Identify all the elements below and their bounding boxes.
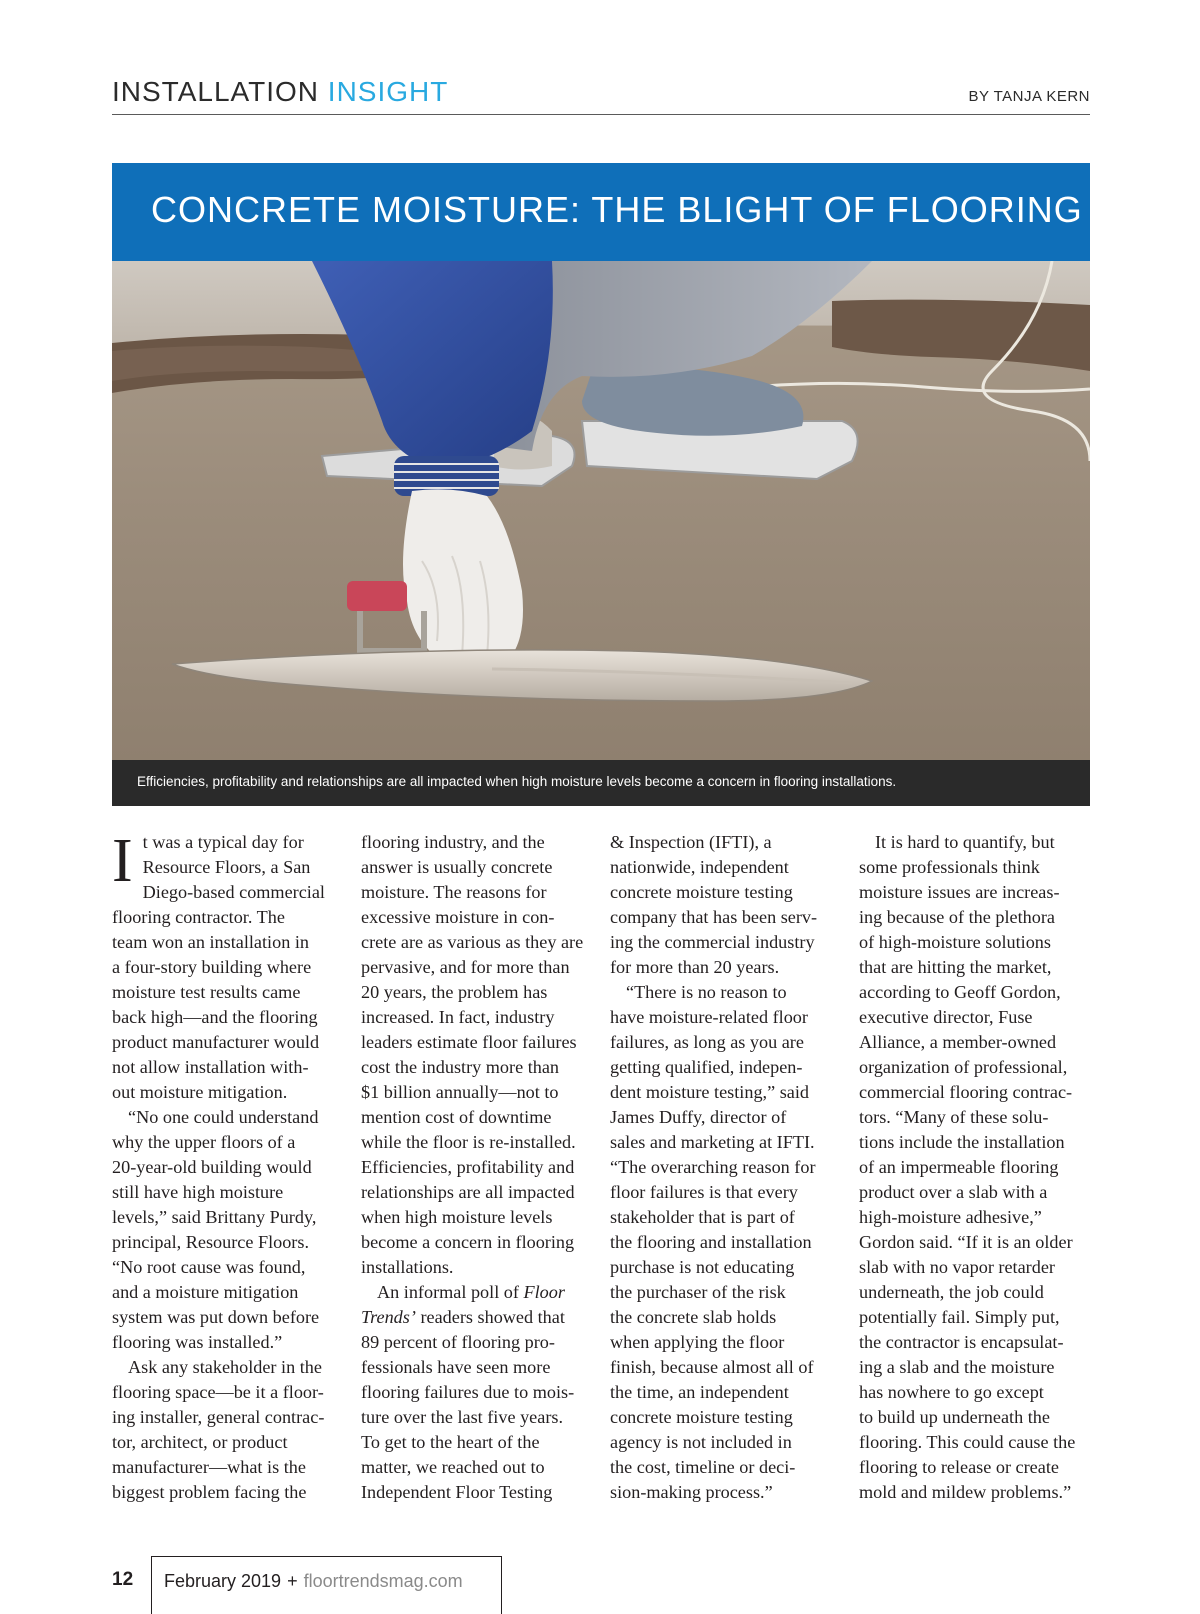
text-run: An informal poll of bbox=[377, 1282, 524, 1302]
text-line: flooring industry, and the bbox=[361, 832, 545, 852]
hero-photo bbox=[112, 261, 1090, 760]
text-line: and a moisture mitigation bbox=[112, 1282, 299, 1302]
text-line: relationships are all impacted bbox=[361, 1182, 575, 1202]
text-line: moisture test results came bbox=[112, 982, 301, 1002]
text-line: leaders estimate floor failures bbox=[361, 1032, 577, 1052]
text-line: to build up underneath the bbox=[859, 1407, 1050, 1427]
column-4 bbox=[859, 830, 1084, 1505]
text-line: pervasive, and for more than bbox=[361, 957, 570, 977]
text-line: the time, an independent bbox=[610, 1382, 789, 1402]
folio-separator: + bbox=[287, 1571, 298, 1591]
text-line: Resource Floors, a San bbox=[142, 857, 311, 877]
text-line: ing installer, general contrac- bbox=[112, 1407, 325, 1427]
text-line: “The overarching reason for bbox=[610, 1157, 816, 1177]
text-line: some professionals think bbox=[859, 857, 1040, 877]
text-line: the purchaser of the risk bbox=[610, 1282, 786, 1302]
text-line: Alliance, a member-owned bbox=[859, 1032, 1057, 1052]
text-line: nationwide, independent bbox=[610, 857, 789, 877]
text-line: matter, we reached out to bbox=[361, 1457, 545, 1477]
text-line: organization of professional, bbox=[859, 1057, 1068, 1077]
text-line: Efficiencies, profitability and bbox=[361, 1157, 575, 1177]
text-line: Diego-based commercial bbox=[142, 882, 325, 902]
section-label bbox=[112, 76, 448, 108]
text-line: product over a slab with a bbox=[859, 1182, 1048, 1202]
text-line: agency is not included in bbox=[610, 1432, 792, 1452]
text-line: 89 percent of flooring pro- bbox=[361, 1332, 555, 1352]
text-line: t was a typical day for bbox=[142, 832, 304, 852]
publication-name: Floor bbox=[523, 1282, 565, 1302]
title-banner bbox=[112, 163, 1090, 261]
text-line: for more than 20 years. bbox=[610, 957, 780, 977]
text-line: of high-moisture solutions bbox=[859, 932, 1051, 952]
text-line: increased. In fact, industry bbox=[361, 1007, 555, 1027]
text-line: potentially fail. Simply put, bbox=[859, 1307, 1060, 1327]
paragraph bbox=[112, 1105, 337, 1355]
text-line: Ask any stakeholder in the bbox=[128, 1357, 322, 1377]
text-line: biggest problem facing the bbox=[112, 1482, 307, 1502]
text-line: purchase is not educating bbox=[610, 1257, 795, 1277]
text-line: moisture issues are increas- bbox=[859, 882, 1060, 902]
text-line: failures, as long as you are bbox=[610, 1032, 804, 1052]
text-line: Gordon said. “If it is an older bbox=[859, 1232, 1073, 1252]
text-line: mold and mildew problems.” bbox=[859, 1482, 1072, 1502]
text-line: back high—and the flooring bbox=[112, 1007, 318, 1027]
text-line: principal, Resource Floors. bbox=[112, 1232, 309, 1252]
text-line: “There is no reason to bbox=[626, 982, 787, 1002]
text-line: cost the industry more than bbox=[361, 1057, 560, 1077]
text-line: tor, architect, or product bbox=[112, 1432, 288, 1452]
text-line: while the floor is re-installed. bbox=[361, 1132, 576, 1152]
text-line: floor failures is that every bbox=[610, 1182, 798, 1202]
text-line bbox=[361, 1280, 586, 1305]
text-line: underneath, the job could bbox=[859, 1282, 1044, 1302]
text-line: ing because of the plethora bbox=[859, 907, 1055, 927]
text-run: readers showed that bbox=[415, 1307, 565, 1327]
text-line: It is hard to quantify, but bbox=[875, 832, 1055, 852]
text-line: have moisture-related floor bbox=[610, 1007, 808, 1027]
text-line: finish, because almost all of bbox=[610, 1357, 814, 1377]
text-line: manufacturer—what is the bbox=[112, 1457, 306, 1477]
text-line: concrete moisture testing bbox=[610, 1407, 793, 1427]
footer-folio-box bbox=[151, 1556, 502, 1614]
text-line: James Duffy, director of bbox=[610, 1107, 787, 1127]
text-line: installations. bbox=[361, 1257, 454, 1277]
text-line: a four-story building where bbox=[112, 957, 312, 977]
text-line: when high moisture levels bbox=[361, 1207, 553, 1227]
text-line: ing the commercial industry bbox=[610, 932, 815, 952]
text-line: commercial flooring contrac- bbox=[859, 1082, 1073, 1102]
drop-cap: I bbox=[112, 827, 133, 895]
website-link[interactable]: floortrendsmag.com bbox=[303, 1571, 463, 1591]
page-header bbox=[112, 76, 1090, 115]
text-line: concrete moisture testing bbox=[610, 882, 793, 902]
paragraph bbox=[610, 980, 835, 1505]
paragraph bbox=[361, 830, 586, 1280]
text-line: team won an installation in bbox=[112, 932, 309, 952]
text-line: the contractor is encapsulat- bbox=[859, 1332, 1064, 1352]
paragraph bbox=[361, 1280, 586, 1505]
text-line: sales and marketing at IFTI. bbox=[610, 1132, 815, 1152]
photo-caption: Efficiencies, profitability and relationships are all impacted when high moisture levels become a concern in flooring installations. bbox=[137, 774, 897, 789]
text-line: & Inspection (IFTI), a bbox=[610, 832, 772, 852]
text-line: $1 billion annually—not to bbox=[361, 1082, 559, 1102]
text-line: flooring to release or create bbox=[859, 1457, 1059, 1477]
hero-photo-illustration bbox=[112, 261, 1090, 760]
text-line: out moisture mitigation. bbox=[112, 1082, 288, 1102]
text-line: product manufacturer would bbox=[112, 1032, 320, 1052]
text-line: flooring was installed.” bbox=[112, 1332, 283, 1352]
paragraph bbox=[112, 827, 337, 1105]
text-line: answer is usually concrete bbox=[361, 857, 553, 877]
paragraph bbox=[610, 830, 835, 980]
text-line bbox=[361, 1305, 586, 1330]
text-line: flooring contractor. The bbox=[112, 907, 285, 927]
paragraph bbox=[859, 830, 1084, 1505]
text-line: “No one could understand bbox=[128, 1107, 319, 1127]
text-line: 20-year-old building would bbox=[112, 1157, 312, 1177]
text-line: when applying the floor bbox=[610, 1332, 785, 1352]
text-line: “No root cause was found, bbox=[112, 1257, 306, 1277]
text-line: slab with no vapor retarder bbox=[859, 1257, 1055, 1277]
section-label-accent: INSIGHT bbox=[327, 76, 449, 107]
text-line: excessive moisture in con- bbox=[361, 907, 555, 927]
column-3 bbox=[610, 830, 835, 1505]
text-line: flooring failures due to mois- bbox=[361, 1382, 575, 1402]
article-body bbox=[112, 827, 1090, 1510]
text-line: ture over the last five years. bbox=[361, 1407, 563, 1427]
text-line: according to Geoff Gordon, bbox=[859, 982, 1061, 1002]
text-line: 20 years, the problem has bbox=[361, 982, 548, 1002]
text-line: sion-making process.” bbox=[610, 1482, 773, 1502]
text-line: tions include the installation bbox=[859, 1132, 1065, 1152]
text-line: tors. “Many of these solu- bbox=[859, 1107, 1049, 1127]
text-line: To get to the heart of the bbox=[361, 1432, 540, 1452]
text-line: levels,” said Brittany Purdy, bbox=[112, 1207, 317, 1227]
text-line: mention cost of downtime bbox=[361, 1107, 552, 1127]
section-label-main: INSTALLATION bbox=[112, 76, 320, 107]
text-line: high-moisture adhesive,” bbox=[859, 1207, 1042, 1227]
paragraph bbox=[112, 1355, 337, 1505]
photo-caption-bar bbox=[112, 760, 1090, 806]
text-line: moisture. The reasons for bbox=[361, 882, 547, 902]
text-line: has nowhere to go except bbox=[859, 1382, 1044, 1402]
text-line: crete are as various as they are bbox=[361, 932, 584, 952]
publication-name: Trends’ bbox=[361, 1307, 416, 1327]
text-line: flooring space—be it a floor- bbox=[112, 1382, 324, 1402]
text-line: system was put down before bbox=[112, 1307, 320, 1327]
text-line: company that has been serv- bbox=[610, 907, 818, 927]
column-2 bbox=[361, 830, 586, 1505]
text-line: Independent Floor Testing bbox=[361, 1482, 553, 1502]
text-line: still have high moisture bbox=[112, 1182, 284, 1202]
text-line: become a concern in flooring bbox=[361, 1232, 575, 1252]
text-line: of an impermeable flooring bbox=[859, 1157, 1059, 1177]
text-line: executive director, Fuse bbox=[859, 1007, 1033, 1027]
footer-folio bbox=[164, 1571, 463, 1592]
text-line: not allow installation with- bbox=[112, 1057, 309, 1077]
column-1 bbox=[112, 827, 337, 1505]
article-title: CONCRETE MOISTURE: THE BLIGHT OF FLOORING bbox=[151, 189, 1083, 230]
text-line: ing a slab and the moisture bbox=[859, 1357, 1055, 1377]
text-line: the cost, timeline or deci- bbox=[610, 1457, 796, 1477]
text-line: the concrete slab holds bbox=[610, 1307, 777, 1327]
text-line: getting qualified, indepen- bbox=[610, 1057, 803, 1077]
text-line: flooring. This could cause the bbox=[859, 1432, 1076, 1452]
text-line: that are hitting the market, bbox=[859, 957, 1052, 977]
page-number: 12 bbox=[112, 1569, 134, 1590]
text-line: fessionals have seen more bbox=[361, 1357, 551, 1377]
issue-date: February 2019 bbox=[164, 1571, 282, 1591]
text-line: dent moisture testing,” said bbox=[610, 1082, 810, 1102]
byline: BY TANJA KERN bbox=[968, 88, 1090, 105]
text-line: the flooring and installation bbox=[610, 1232, 812, 1252]
text-line: why the upper floors of a bbox=[112, 1132, 296, 1152]
page-footer bbox=[112, 1556, 612, 1613]
text-line: stakeholder that is part of bbox=[610, 1207, 795, 1227]
